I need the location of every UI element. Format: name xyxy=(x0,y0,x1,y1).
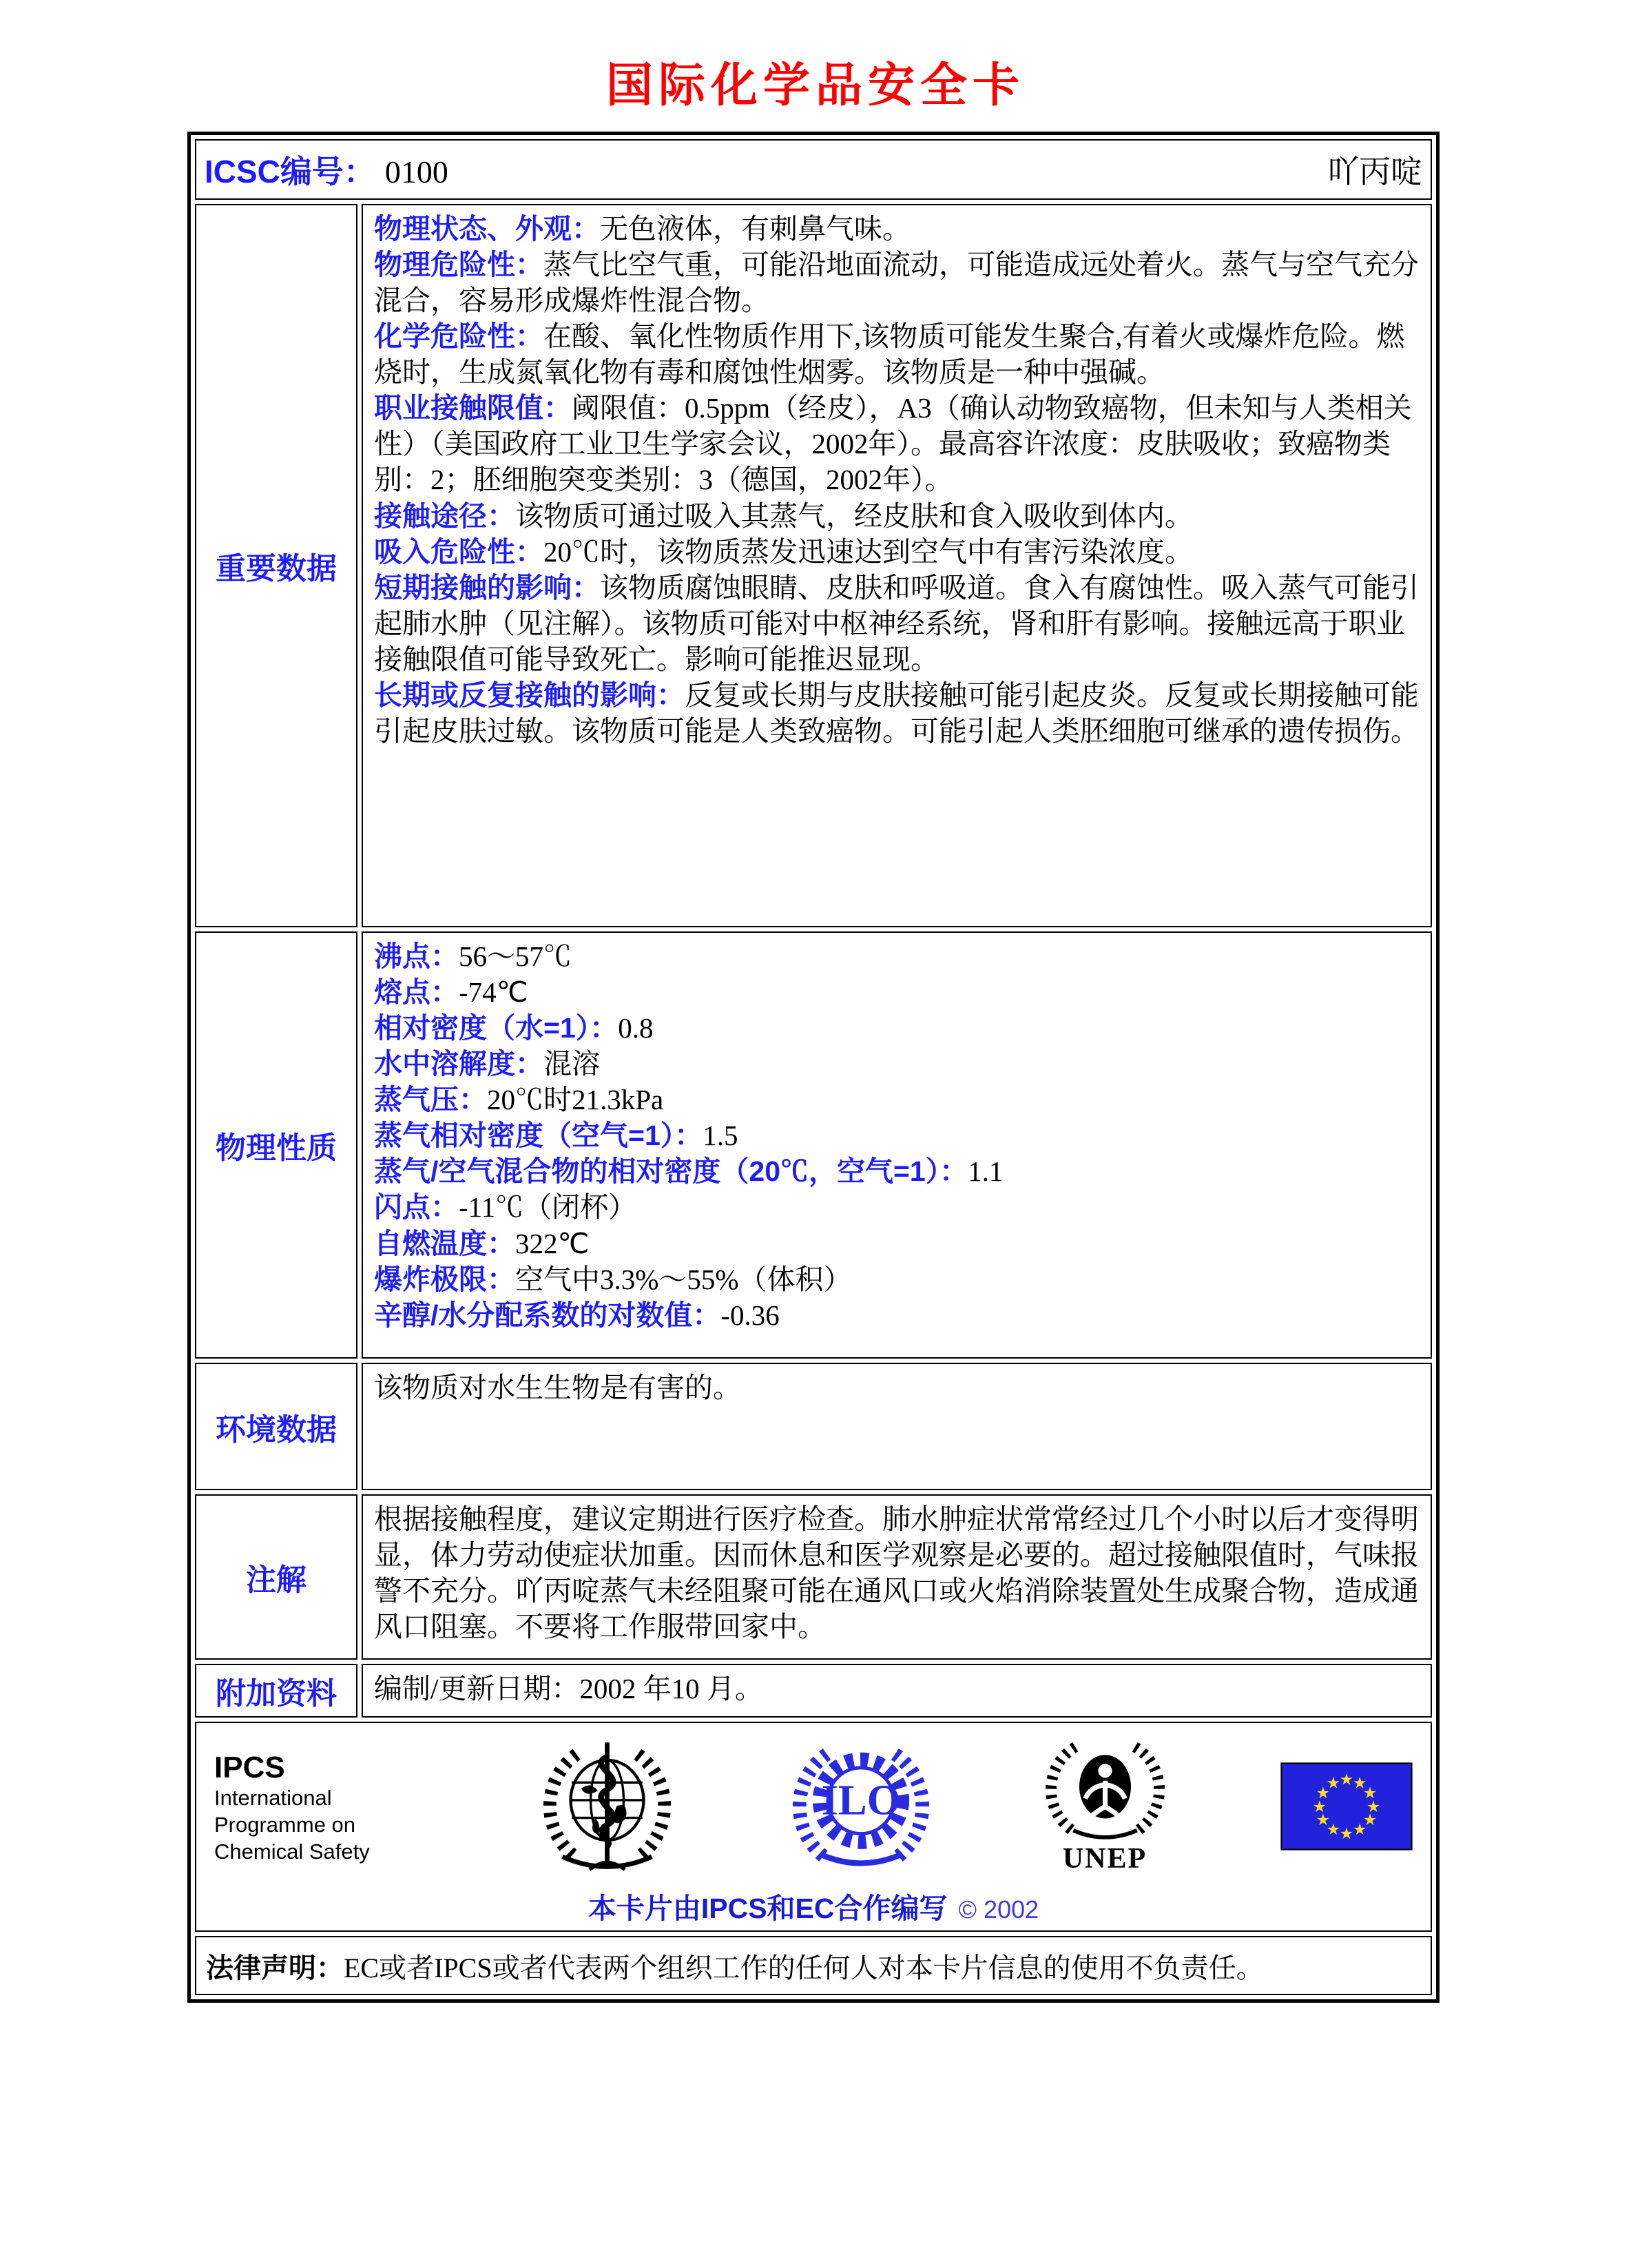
who-logo-icon xyxy=(537,1735,678,1880)
svg-text:★: ★ xyxy=(1352,1820,1367,1839)
entry-label: 职业接触限值： xyxy=(374,392,572,424)
eu-flag-icon xyxy=(1280,1762,1413,1854)
legal-notice-label: 法律声明： xyxy=(206,1952,344,1983)
section-label-notes: 注解 xyxy=(195,1494,357,1660)
entry-label: 水中溶解度： xyxy=(374,1048,543,1080)
section-content-important-data xyxy=(362,204,1432,927)
entry-text: 蒸气比空气重，可能沿地面流动，可能造成远处着火。蒸气与空气充分混合，容易形成爆炸性混合物。 xyxy=(374,249,1419,317)
svg-text:★: ★ xyxy=(1316,1811,1331,1829)
entry-label: 吸入危险性： xyxy=(374,535,543,568)
section-label-environmental-data: 环境数据 xyxy=(195,1363,357,1490)
entry-text: 编制/更新日期：2002 年10 月。 xyxy=(374,1673,763,1704)
section-label-additional-info: 附加资料 xyxy=(195,1664,357,1718)
entry-explosive-limits xyxy=(374,1261,1420,1297)
entry-text: 该物质腐蚀眼睛、皮肤和呼吸道。食入有腐蚀性。吸入蒸气可能引起肺水肿（见注解）。该物质可能对中枢神经系统，肾和肝有影响。接触远高于职业接触限值可能导致死亡。影响可能推迟显现。 xyxy=(374,571,1419,675)
entry-text: 该物质可通过吸入其蒸气，经皮肤和食入吸收到体内。 xyxy=(515,499,1193,532)
svg-text:ILO: ILO xyxy=(821,1775,901,1824)
entry-relative-density xyxy=(374,1010,1420,1046)
entry-physical-danger xyxy=(374,247,1420,318)
entry-label: 相对密度（水=1）： xyxy=(374,1012,619,1044)
safety-card-table xyxy=(187,132,1440,2003)
entry-label: 爆炸极限： xyxy=(374,1263,515,1295)
entry-text: 0.8 xyxy=(618,1012,654,1044)
entry-label: 熔点： xyxy=(374,976,459,1009)
entry-text: 56～57℃ xyxy=(459,940,572,972)
entry-label: 接触途径： xyxy=(374,499,515,532)
entry-environment xyxy=(374,1370,1420,1405)
entry-label: 沸点： xyxy=(374,940,459,972)
ipcs-name-line: Chemical Safety xyxy=(214,1839,370,1864)
svg-text:★: ★ xyxy=(1312,1797,1327,1816)
entry-water-solubility xyxy=(374,1046,1420,1082)
ilo-logo-icon xyxy=(793,1738,929,1878)
unep-logo-block xyxy=(1045,1741,1165,1875)
entry-text: 20℃时21.3kPa xyxy=(487,1084,664,1116)
card-header xyxy=(195,139,1432,200)
copyright-text: © 2002 xyxy=(958,1895,1039,1924)
entry-boiling-point xyxy=(374,938,1420,974)
entry-label: 蒸气/空气混合物的相对密度（20℃，空气=1）： xyxy=(374,1155,968,1188)
section-content-physical-properties xyxy=(362,931,1432,1359)
entry-label: 蒸气相对密度（空气=1）： xyxy=(374,1120,703,1152)
entry-text: 反复或长期与皮肤接触可能引起皮炎。反复或长期接触可能引起皮肤过敏。该物质可能是人类致癌物。可能引起人类胚细胞可继承的遗传损伤。 xyxy=(374,679,1419,747)
entry-text: 空气中3.3%～55%（体积） xyxy=(515,1263,852,1295)
icsc-number-group xyxy=(205,147,448,192)
svg-text:★: ★ xyxy=(1366,1797,1381,1816)
icsc-number-label: ICSC编号： xyxy=(205,154,375,189)
entry-text: 根据接触程度，建议定期进行医疗检查。肺水肿症状常常经过几个小时以后才变得明显，体力劳动使症状加重。因而休息和医学观察是必要的。超过接触限值时，气味报警不充分。吖丙啶蒸气未经阻聚可能在通风口或火焰消除装置处生成聚合物，造成通风口阻塞。不要将工作服带回家中。 xyxy=(374,1503,1419,1643)
ipcs-abbr: IPCS xyxy=(214,1751,285,1784)
entry-label: 长期或反复接触的影响： xyxy=(374,679,685,711)
entry-text: 阈限值：0.5ppm（经皮），A3（确认动物致癌物，但未知与人类相关性）（美国政府工业卫生学家会议，2002年）。最高容许浓度：皮肤吸收；致癌物类别：2；胚细胞突变类别：3（德国，2002年）。 xyxy=(374,392,1412,496)
unep-wordmark: UNEP xyxy=(1062,1842,1147,1875)
entry-text: 322℃ xyxy=(515,1227,590,1259)
svg-text:★: ★ xyxy=(1362,1784,1378,1802)
entry-label: 自燃温度： xyxy=(374,1227,515,1259)
section-label-physical-properties: 物理性质 xyxy=(195,931,357,1359)
svg-text:★: ★ xyxy=(1339,1824,1354,1843)
entry-melting-point xyxy=(374,974,1420,1010)
entry-additional xyxy=(374,1671,1420,1707)
entry-text: 该物质对水生生物是有害的。 xyxy=(374,1372,741,1403)
entry-label: 辛醇/水分配系数的对数值： xyxy=(374,1299,721,1331)
entry-chemical-danger xyxy=(374,318,1420,390)
svg-text:★: ★ xyxy=(1352,1774,1367,1793)
entry-label: 化学危险性： xyxy=(374,320,543,353)
entry-text: -11℃（闭杯） xyxy=(459,1191,637,1224)
entry-short-term-effects xyxy=(374,570,1420,677)
entry-vapor-air-mixture-density xyxy=(374,1153,1420,1189)
entry-label: 蒸气压： xyxy=(374,1084,487,1116)
legal-notice-text: EC或者IPCS或者代表两个组织工作的任何人对本卡片信息的使用不负责任。 xyxy=(344,1952,1264,1983)
chemical-name: 吖丙啶 xyxy=(1327,154,1422,189)
page-title: 国际化学品安全卡 xyxy=(605,59,1025,112)
entry-exposure-routes xyxy=(374,498,1420,534)
entry-label: 物理危险性： xyxy=(374,249,543,281)
logos-section xyxy=(195,1722,1432,1932)
svg-text:★: ★ xyxy=(1326,1820,1341,1839)
entry-label: 短期接触的影响： xyxy=(374,571,600,604)
entry-long-term-effects xyxy=(374,677,1420,749)
svg-text:★: ★ xyxy=(1326,1774,1341,1793)
entry-text: 1.5 xyxy=(703,1120,738,1152)
entry-text: -0.36 xyxy=(720,1299,780,1331)
entry-text: 无色液体，有刺鼻气味。 xyxy=(600,213,911,245)
section-content-notes xyxy=(362,1494,1432,1660)
entry-label: 闪点： xyxy=(374,1191,459,1224)
cooperation-text: 本卡片由IPCS和EC合作编写 xyxy=(588,1893,948,1924)
entry-inhalation-risk xyxy=(374,534,1420,570)
cooperation-caption xyxy=(214,1886,1413,1926)
entry-label: 物理状态、外观： xyxy=(374,213,600,245)
entry-occupational-limits xyxy=(374,390,1420,497)
svg-text:★: ★ xyxy=(1339,1771,1354,1789)
entry-autoignition-temperature xyxy=(374,1226,1420,1261)
entry-notes xyxy=(374,1501,1420,1645)
section-content-environmental-data xyxy=(362,1363,1432,1490)
svg-text:★: ★ xyxy=(1362,1811,1378,1829)
entry-octanol-water-partition xyxy=(374,1297,1420,1333)
ipcs-text-block xyxy=(214,1733,421,1865)
entry-vapor-pressure xyxy=(374,1082,1420,1117)
ipcs-name-line: International xyxy=(214,1786,332,1810)
entry-text: 混溶 xyxy=(543,1048,600,1080)
legal-notice xyxy=(195,1936,1432,1995)
entry-text: 在酸、氧化性物质作用下,该物质可能发生聚合,有着火或爆炸危险。燃烧时，生成氮氧化物有毒和腐蚀性烟雾。该物质是一种中强碱。 xyxy=(374,320,1405,389)
ipcs-name-line: Programme on xyxy=(214,1812,356,1837)
entry-text: 1.1 xyxy=(968,1155,1004,1188)
entry-physical-state xyxy=(374,211,1420,247)
entry-text: -74℃ xyxy=(459,976,528,1009)
unep-logo-icon xyxy=(1045,1741,1165,1848)
entry-vapor-relative-density xyxy=(374,1117,1420,1153)
icsc-number-value: 0100 xyxy=(384,154,448,189)
svg-text:★: ★ xyxy=(1316,1784,1331,1802)
section-content-additional-info xyxy=(362,1664,1432,1718)
section-label-important-data: 重要数据 xyxy=(195,204,357,927)
entry-text: 20℃时，该物质蒸发迅速达到空气中有害污染浓度。 xyxy=(543,535,1193,568)
entry-flash-point xyxy=(374,1189,1420,1225)
